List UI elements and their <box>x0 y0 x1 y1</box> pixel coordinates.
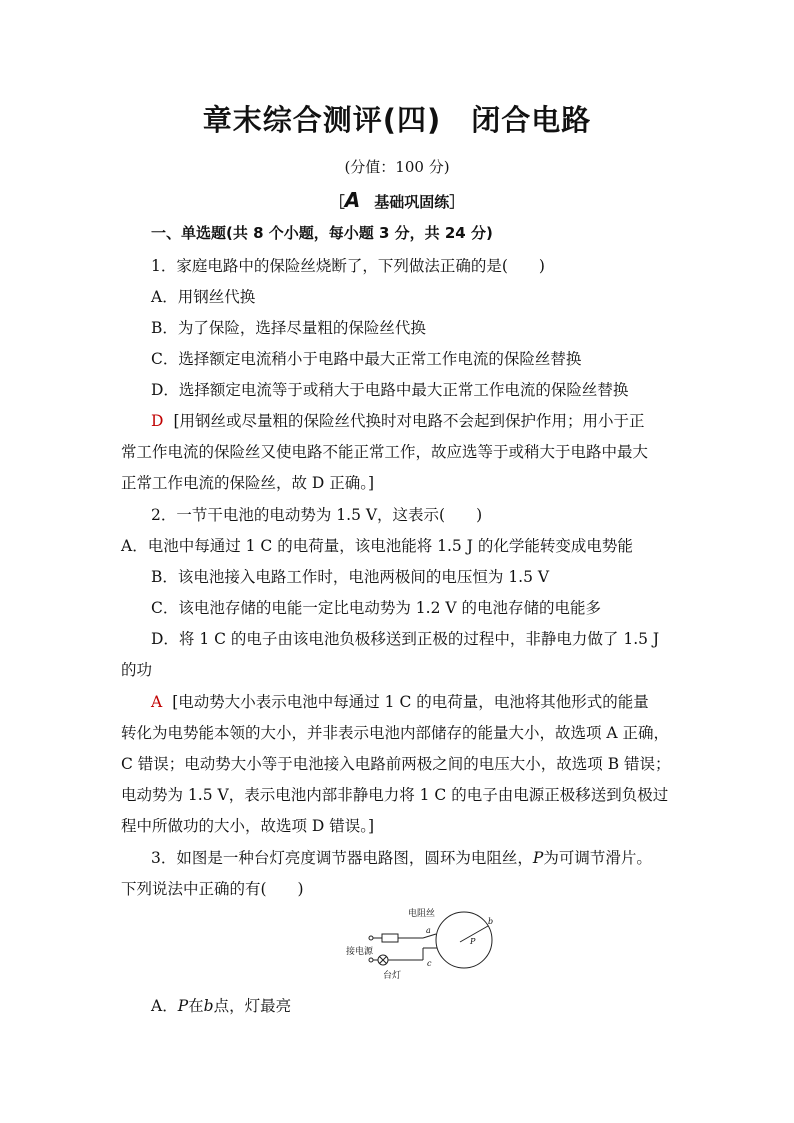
power-terminal-bottom <box>369 958 373 962</box>
q3-option-a <box>151 994 711 1016</box>
q3-option-a-text: 点，灯最亮 <box>213 997 292 1015</box>
q3-stem-text: 为可调节滑片。 <box>543 849 652 867</box>
title-chapter: 闭合电路 <box>471 103 592 137</box>
label-b: b <box>488 917 494 926</box>
q3-option-a-prefix: A． <box>151 997 178 1015</box>
bracket-right: ］ <box>449 193 465 211</box>
q3-option-a-var: b <box>203 997 214 1015</box>
label-power: 接电源 <box>346 947 374 957</box>
q2-option-c: C．该电池存储的电能一定比电动势为 1.2 V 的电池存储的电能多 <box>151 599 601 617</box>
q2-explanation-line: 程中所做功的大小，故选项 D 错误。] <box>121 817 375 835</box>
title-main: 章末综合测评(四) <box>202 103 442 137</box>
q2-stem: 2．一节干电池的电动势为 1.5 V，这表示( ) <box>151 506 483 524</box>
q2-option-a: A．电池中每通过 1 C 的电荷量，该电池能将 1.5 J 的化学能转变成电势能 <box>121 537 633 555</box>
q2-option-d: D．将 1 C 的电子由该电池负极移送到正极的过程中，非静电力做了 1.5 J <box>151 630 660 648</box>
q2-explanation-line: C 错误；电动势大小等于电池接入电路前两极之间的电压大小，故选项 B 错误； <box>121 755 671 773</box>
bracket-left: ［ <box>329 193 345 211</box>
group-heading <box>0 188 794 212</box>
q1-option-d: D．选择额定电流等于或稍大于电路中最大正常工作电流的保险丝替换 <box>151 381 629 399</box>
power-terminal-top <box>369 936 373 940</box>
q1-option-b: B．为了保险，选择尽量粗的保险丝代换 <box>151 319 426 337</box>
q2-explanation-line: 转化为电势能本领的大小，并非表示电池内部储存的能量大小，故选项 A 正确， <box>121 724 670 742</box>
score-note: (分值：100 分) <box>344 158 450 176</box>
q1-explanation-text: [用钢丝或尽量粗的保险丝代换时对电路不会起到保护作用；用小于正 <box>173 412 645 430</box>
q1-explanation-line <box>151 409 711 431</box>
q2-option-d-cont: 的功 <box>121 661 153 679</box>
page-title <box>0 98 794 139</box>
section-heading: 一、单选题(共 8 个小题，每小题 3 分，共 24 分) <box>151 224 493 242</box>
q1-explanation-line: 常工作电流的保险丝又使电路不能正常工作，故应选等于或稍大于电路中最大 <box>121 443 649 461</box>
q2-explanation-text: [电动势大小表示电池中每通过 1 C 的电荷量，电池将其他形式的能量 <box>172 693 649 711</box>
q1-option-a: A．用钢丝代换 <box>151 288 256 306</box>
group-label: 基础巩固练 <box>374 193 450 211</box>
q3-stem-text: 3．如图是一种台灯亮度调节器电路图，圆环为电阻丝， <box>151 849 533 867</box>
q3-option-a-text: 在 <box>188 997 204 1015</box>
group-a-letter: A <box>344 188 361 212</box>
q3-option-a-var: P <box>177 997 189 1015</box>
q1-answer: D <box>151 412 164 430</box>
label-lamp: 台灯 <box>383 971 402 981</box>
label-resistor-wire: 电阻丝 <box>408 909 436 919</box>
q3-stem <box>151 846 711 868</box>
q2-explanation-line: 电动势为 1.5 V，表示电池内部非静电力将 1 C 的电子由电源正极移送到负极过 <box>121 786 669 804</box>
q1-stem: 1．家庭电路中的保险丝烧断了，下列做法正确的是( ) <box>151 257 545 275</box>
q2-option-b: B．该电池接入电路工作时，电池两极间的电压恒为 1.5 V <box>151 568 550 586</box>
label-c: c <box>427 959 432 968</box>
q2-answer: A <box>151 693 163 711</box>
q3-stem-var: P <box>532 849 544 867</box>
label-p: P <box>470 937 476 946</box>
label-a: a <box>426 926 431 935</box>
q2-explanation-line <box>151 690 711 712</box>
q3-stem-cont: 下列说法中正确的有( ) <box>121 880 304 898</box>
lamp-dimmer-circuit-diagram <box>338 902 498 982</box>
q1-option-c: C．选择额定电流稍小于电路中最大正常工作电流的保险丝替换 <box>151 350 582 368</box>
q1-explanation-line: 正常工作电流的保险丝，故 D 正确。] <box>121 474 375 492</box>
fixed-resistor <box>382 934 398 942</box>
